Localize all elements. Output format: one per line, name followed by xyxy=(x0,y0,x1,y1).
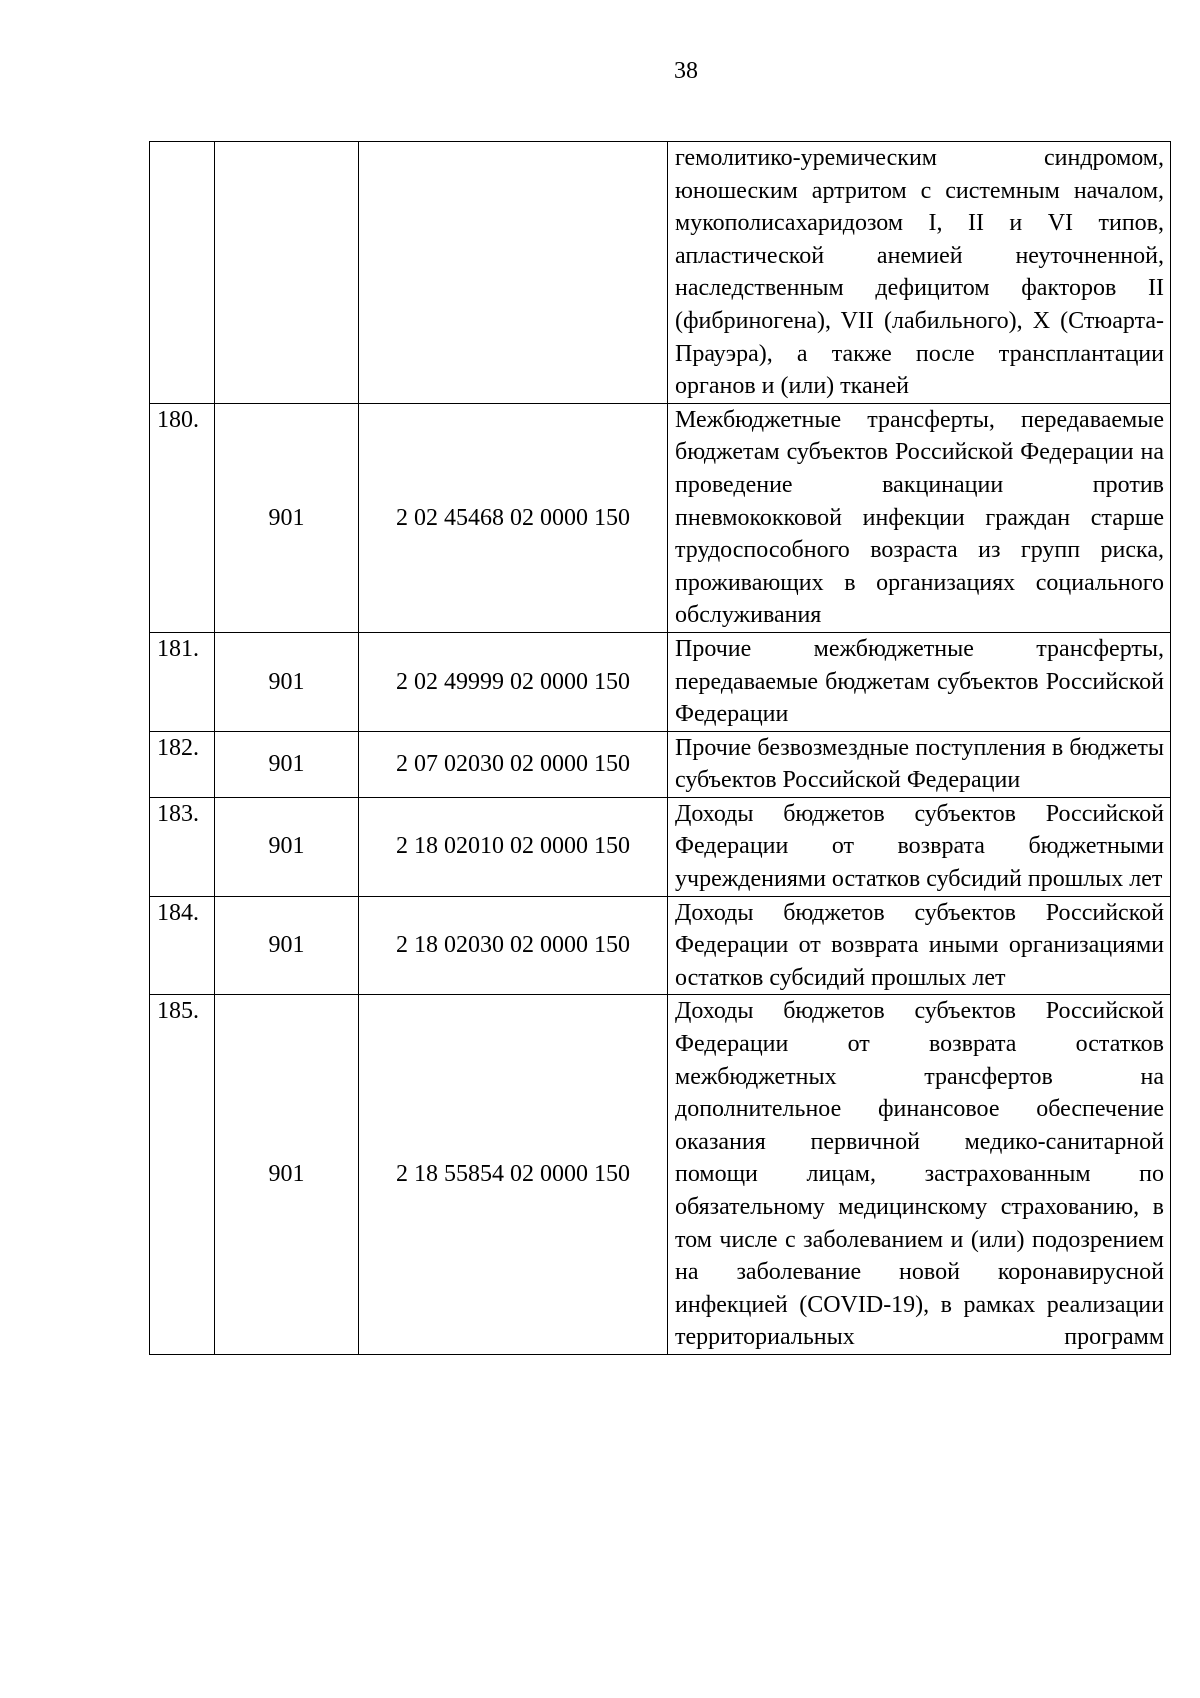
row-number: 183. xyxy=(150,797,215,896)
administrator-code: 901 xyxy=(215,731,359,797)
revenue-description: Межбюджетные трансферты, передаваемые бюджетам субъектов Российской Федерации на проведение вакцинации против пневмококковой инфекции граждан старше трудоспособного возраста из групп риска, проживающих в организациях социального обслуживания xyxy=(668,403,1171,632)
table-row-continuation xyxy=(150,142,1171,404)
administrator-code: 901 xyxy=(215,632,359,731)
table-row xyxy=(150,632,1171,731)
revenue-code: 2 18 02030 02 0000 150 xyxy=(359,896,668,995)
table-row xyxy=(150,797,1171,896)
administrator-code: 901 xyxy=(215,995,359,1355)
row-number: 181. xyxy=(150,632,215,731)
row-number xyxy=(150,142,215,404)
page-number: 38 xyxy=(674,58,698,84)
administrator-code: 901 xyxy=(215,403,359,632)
administrator-code xyxy=(215,142,359,404)
row-number: 182. xyxy=(150,731,215,797)
table-row xyxy=(150,896,1171,995)
revenue-description: Прочие безвозмездные поступления в бюджеты субъектов Российской Федерации xyxy=(668,731,1171,797)
revenue-code xyxy=(359,142,668,404)
row-number: 180. xyxy=(150,403,215,632)
revenue-code: 2 18 55854 02 0000 150 xyxy=(359,995,668,1355)
row-number: 185. xyxy=(150,995,215,1355)
revenue-code: 2 02 45468 02 0000 150 xyxy=(359,403,668,632)
revenue-codes-table xyxy=(149,141,1171,1355)
revenue-code: 2 07 02030 02 0000 150 xyxy=(359,731,668,797)
administrator-code: 901 xyxy=(215,896,359,995)
revenue-description: Доходы бюджетов субъектов Российской Федерации от возврата остатков межбюджетных трансфертов на дополнительное финансовое обеспечение оказания первичной медико-санитарной помощи лицам, застрахованным по обязательному медицинскому страхованию, в том числе с заболеванием и (или) подозрением на заболевание новой коронавирусной инфекцией (COVID-19), в рамках реализации территориальных программ xyxy=(668,995,1171,1355)
revenue-code: 2 18 02010 02 0000 150 xyxy=(359,797,668,896)
row-number: 184. xyxy=(150,896,215,995)
revenue-description: гемолитико-уремическим синдромом, юношеским артритом с системным началом, мукополисахаридозом I, II и VI типов, апластической анемией неуточненной, наследственным дефицитом факторов II (фибриногена), VII (лабильного), X (Стюарта-Прауэра), а также после трансплантации органов и (или) тканей xyxy=(668,142,1171,404)
revenue-code: 2 02 49999 02 0000 150 xyxy=(359,632,668,731)
table-row xyxy=(150,403,1171,632)
revenue-description: Доходы бюджетов субъектов Российской Федерации от возврата бюджетными учреждениями остатков субсидий прошлых лет xyxy=(668,797,1171,896)
administrator-code: 901 xyxy=(215,797,359,896)
revenue-description: Прочие межбюджетные трансферты, передаваемые бюджетам субъектов Российской Федерации xyxy=(668,632,1171,731)
table-row xyxy=(150,995,1171,1355)
revenue-description: Доходы бюджетов субъектов Российской Федерации от возврата иными организациями остатков субсидий прошлых лет xyxy=(668,896,1171,995)
table-row xyxy=(150,731,1171,797)
